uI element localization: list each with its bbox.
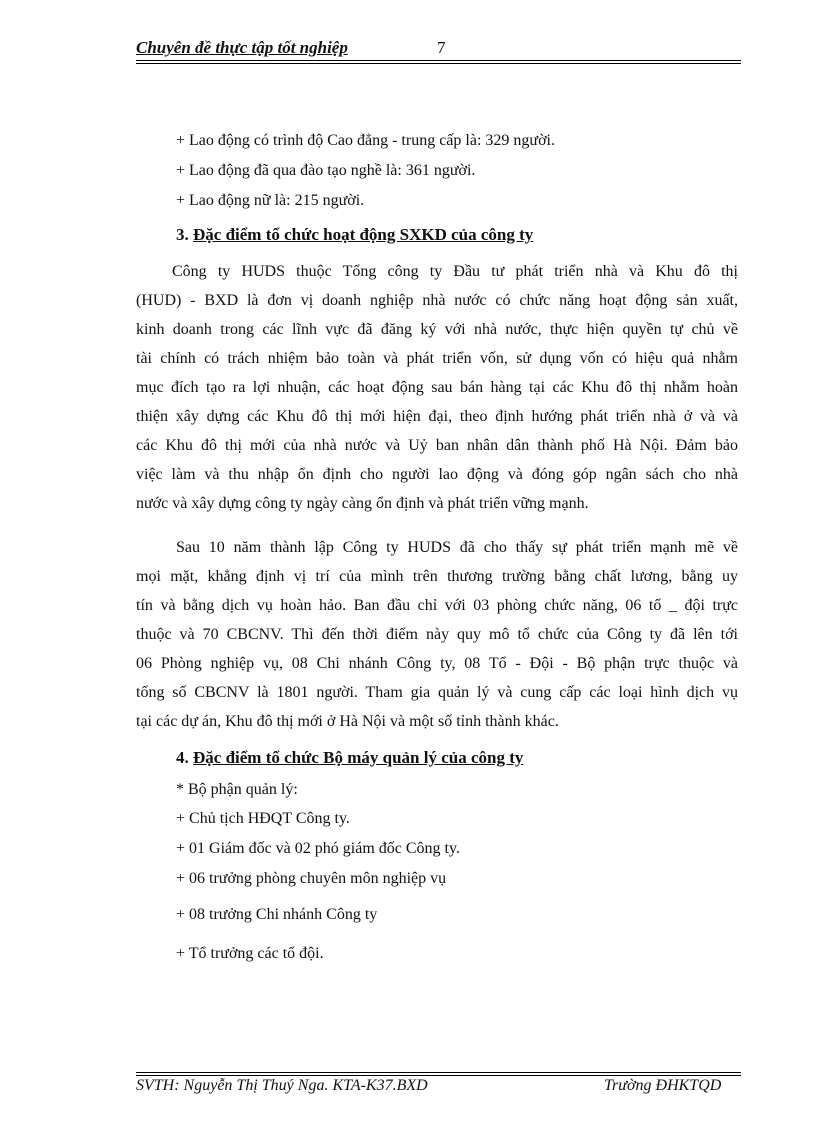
header-rule [136, 63, 741, 64]
paragraph-line: thiện xây dựng các Khu đô thị mới hiện đại, theo định hướng phát triển nhà ở và và [136, 408, 738, 425]
paragraph-line: Sau 10 năm thành lập Công ty HUDS đã cho thấy sự phát triển mạnh mẽ về [176, 539, 738, 556]
labor-item: + Lao động có trình độ Cao đẳng - trung cấp là: 329 người. [176, 132, 555, 149]
footer-author: SVTH: Nguyễn Thị Thuý Nga. KTA-K37.BXD [136, 1077, 428, 1094]
footer-rule [136, 1075, 741, 1076]
section-3-heading [176, 225, 533, 245]
paragraph-line: mục đích tạo ra lợi nhuận, các hoạt động sau bán hàng tại các Khu đô thị nhằm hoàn [136, 379, 738, 396]
paragraph-line: nước và xây dựng công ty ngày càng ổn định và phát triển vững mạnh. [136, 495, 589, 512]
section-4-heading [176, 748, 523, 768]
paragraph-line: (HUD) - BXD là đơn vị doanh nghiệp nhà nước có chức năng hoạt động sản xuất, [136, 292, 738, 309]
footer-rule [136, 1072, 741, 1073]
management-item: + Tổ trưởng các tổ đội. [176, 945, 324, 962]
paragraph-line: việc làm và thu nhập ổn định cho người lao động và đóng góp ngân sách cho nhà [136, 466, 738, 483]
section-4-number: 4. [176, 748, 189, 767]
section-3-title: Đặc điểm tổ chức hoạt động SXKD của công ty [193, 225, 534, 244]
management-item: + 08 trưởng Chi nhánh Công ty [176, 906, 378, 923]
footer-school: Trường ĐHKTQD [604, 1077, 722, 1094]
paragraph-line: 06 Phòng nghiệp vụ, 08 Chi nhánh Công ty, 08 Tổ - Đội - Bộ phận trực thuộc và [136, 655, 738, 672]
management-item: + 06 trưởng phòng chuyên môn nghiệp vụ [176, 870, 447, 887]
section-3-paragraph-2 [136, 533, 738, 736]
section-3-number: 3. [176, 225, 189, 244]
section-3-paragraph-1 [136, 257, 738, 518]
management-item: + 01 Giám đốc và 02 phó giám đốc Công ty. [176, 840, 460, 857]
paragraph-line: tài chính có trách nhiệm bảo toàn và phát triển vốn, sử dụng vốn có hiệu quả nhằm [136, 350, 738, 367]
paragraph-line: mọi mặt, khẳng định vị trí của mình trên thương trường bằng chất lương, bằng uy [136, 568, 738, 585]
labor-item: + Lao động đã qua đào tạo nghề là: 361 người. [176, 162, 476, 179]
labor-item: + Lao động nữ là: 215 người. [176, 192, 365, 209]
management-item: * Bộ phận quản lý: [176, 781, 298, 798]
management-item: + Chủ tịch HĐQT Công ty. [176, 810, 350, 827]
paragraph-line: thuộc và 70 CBCNV. Thì đến thời điểm này quy mô tổ chức của Công ty đã lên tới [136, 626, 738, 643]
paragraph-line: Công ty HUDS thuộc Tổng công ty Đầu tư phát triển nhà và Khu đô thị [172, 263, 738, 280]
paragraph-line: các Khu đô thị mới của nhà nước và Uỷ ban nhân dân thành phố Hà Nội. Đảm bảo [136, 437, 738, 454]
page-number: 7 [437, 38, 446, 57]
paragraph-line: tổng số CBCNV là 1801 người. Tham gia quản lý và cung cấp các loại hình dịch vụ [136, 684, 738, 701]
header-rule [136, 60, 741, 61]
paragraph-line: tại các dự án, Khu đô thị mới ở Hà Nội và một số tỉnh thành khác. [136, 713, 559, 730]
section-4-title: Đặc điểm tổ chức Bộ máy quản lý của công ty [193, 748, 524, 767]
paragraph-line: kinh doanh trong các lĩnh vực đã đăng ký với nhà nước, thực hiện quyền tự chủ về [136, 321, 738, 338]
paragraph-line: tín và bằng dịch vụ hoàn hảo. Ban đầu chỉ với 03 phòng chức năng, 06 tổ _ đội trực [136, 597, 738, 614]
header-title: Chuyên đề thực tập tốt nghiệp [136, 38, 348, 57]
